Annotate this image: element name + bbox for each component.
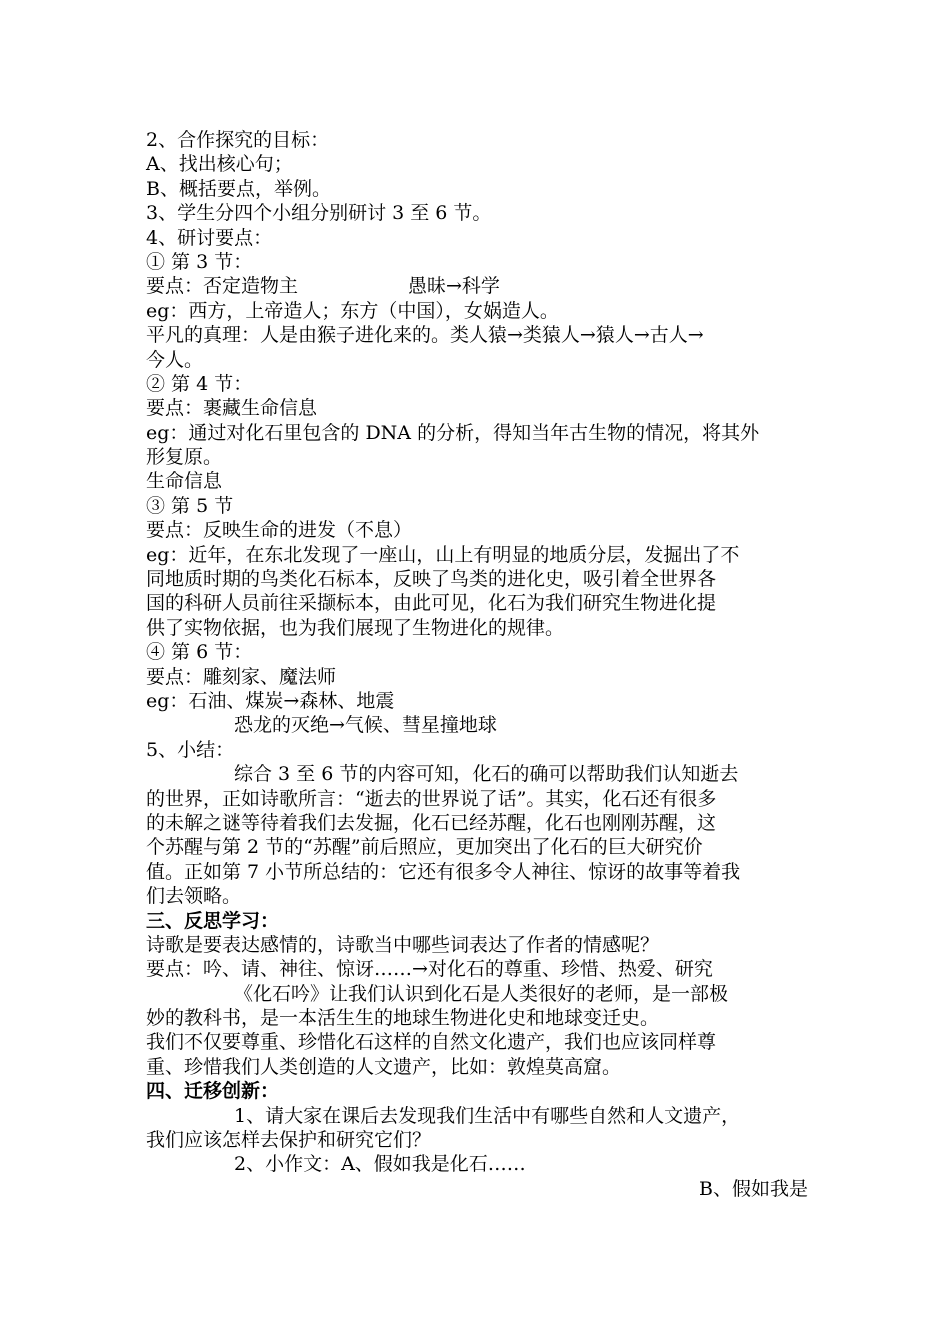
text-line: 2、合作探究的目标： — [146, 129, 330, 151]
text-line: 诗歌是要表达感情的，诗歌当中哪些词表达了作者的情感呢？ — [146, 933, 660, 956]
text-line: 要点：雕刻家、魔法师 — [146, 665, 337, 688]
text-segment: 愚昧→科学 — [408, 275, 500, 298]
text-line: 的世界，正如诗歌所言：“逝去的世界说了话”。其实，化石还有很多 — [146, 787, 717, 810]
text-line: 平凡的真理：人是由猴子进化来的。类人猿→类猿人→猿人→古人→ — [146, 324, 704, 347]
text-line: 同地质时期的鸟类化石标本，反映了鸟类的进化史，吸引着全世界各 — [146, 568, 717, 591]
text-line: B、假如我是 — [699, 1177, 808, 1200]
text-line: 我们应该怎样去保护和研究它们？ — [146, 1129, 432, 1152]
text-line: 生命信息 — [146, 470, 223, 493]
text-line: A、找出核心句； — [146, 153, 293, 176]
text-line: 国的科研人员前往采撷标本，由此可见，化石为我们研究生物进化提 — [146, 592, 717, 615]
text-line: 们去领略。 — [146, 885, 242, 908]
text-line: 综合 3 至 6 节的内容可知，化石的确可以帮助我们认知逝去 — [234, 763, 739, 786]
text-line: ② 第 4 节： — [146, 372, 253, 395]
text-line: 要点：裹藏生命信息 — [146, 397, 318, 420]
text-line: 要点：反映生命的进发（不息） — [146, 519, 413, 542]
text-line: 要点：吟、请、神往、惊讶……→对化石的尊重、珍惜、热爱、研究 — [146, 958, 713, 981]
text-line: eg：近年，在东北发现了一座山，山上有明显的地质分层，发掘出了不 — [146, 543, 740, 566]
text-line: 今人。 — [146, 348, 204, 371]
text-line: 《化石吟》让我们认识到化石是人类很好的老师，是一部极 — [234, 982, 729, 1005]
text-line: 的未解之谜等待着我们去发掘，化石已经苏醒，化石也刚刚苏醒，这 — [146, 811, 717, 834]
text-line: 妙的教科书，是一本活生生的地球生物进化史和地球变迁史。 — [146, 1007, 660, 1030]
text-line: 2、小作文：A、假如我是化石…… — [234, 1153, 526, 1176]
text-line — [146, 274, 816, 298]
text-segment: 要点：否定造物主 — [146, 275, 299, 298]
text-line: 恐龙的灭绝→气候、彗星撞地球 — [234, 714, 497, 737]
text-line: ④ 第 6 节： — [146, 641, 253, 664]
text-line: eg：石油、煤炭→森林、地震 — [146, 689, 395, 712]
text-line: eg：通过对化石里包含的 DNA 的分析，得知当年古生物的情况，将其外 — [146, 421, 760, 444]
section-heading: 三、反思学习： — [146, 909, 280, 932]
text-line: 1、请大家在课后去发现我们生活中有哪些自然和人文遗产， — [234, 1104, 741, 1127]
text-line: 重、珍惜我们人类创造的人文遗产，比如：敦煌莫高窟。 — [146, 1055, 622, 1078]
text-line: ① 第 3 节： — [146, 250, 253, 273]
text-line: B、概括要点，举例。 — [146, 177, 331, 200]
text-line: 个苏醒与第 2 节的“苏醒”前后照应，更加突出了化石的巨大研究价 — [146, 836, 703, 859]
text-line: 形复原。 — [146, 446, 223, 469]
text-line: 供了实物依据，也为我们展现了生物进化的规律。 — [146, 616, 565, 639]
text-line: 值。正如第 7 小节所总结的：它还有很多令人神往、惊讶的故事等着我 — [146, 860, 741, 883]
text-line: 3、学生分四个小组分别研讨 3 至 6 节。 — [146, 202, 492, 225]
text-line: ③ 第 5 节 — [146, 494, 234, 517]
section-heading: 四、迁移创新： — [146, 1080, 280, 1103]
document-body — [146, 128, 816, 1201]
text-line: 4、研讨要点： — [146, 226, 273, 249]
text-line: eg：西方，上帝造人；东方（中国），女娲造人。 — [146, 299, 559, 322]
text-line: 5、小结： — [146, 738, 235, 761]
text-line: 我们不仅要尊重、珍惜化石这样的自然文化遗产，我们也应该同样尊 — [146, 1031, 717, 1054]
